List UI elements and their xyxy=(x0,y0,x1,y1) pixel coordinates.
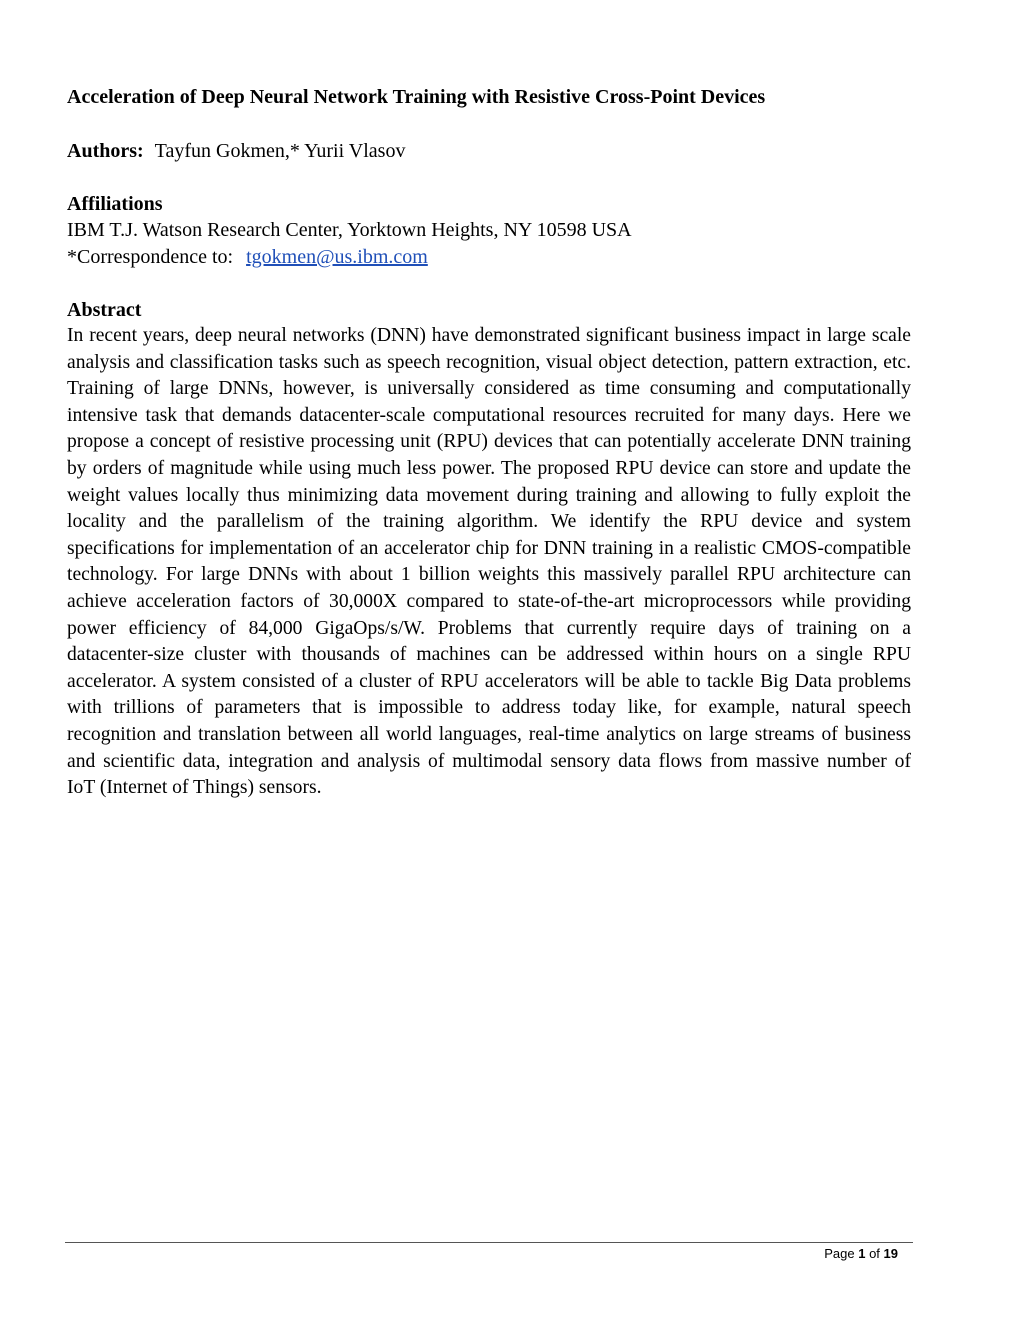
authors-label: Authors: xyxy=(67,140,144,162)
abstract-line: Training of large DNNs, however, is universally considered as time consuming and computationally xyxy=(67,378,911,400)
affiliation-text: IBM T.J. Watson Research Center, Yorktown Heights, NY 10598 USA xyxy=(67,219,632,241)
affiliations-heading: Affiliations xyxy=(67,193,163,215)
authors-names: Tayfun Gokmen,* Yurii Vlasov xyxy=(154,140,406,162)
page-of: of xyxy=(869,1246,880,1261)
abstract-line: IoT (Internet of Things) sensors. xyxy=(67,777,322,799)
abstract-line: analysis and classification tasks such as speech recognition, visual object detection, pattern extraction, etc. xyxy=(67,351,911,373)
page-current: 1 xyxy=(858,1246,866,1261)
abstract-line: In recent years, deep neural networks (DNN) have demonstrated significant business impact in large scale xyxy=(67,325,911,346)
abstract-line: and scientific data, integration and analysis of multimodal sensory data flows from massive number of xyxy=(67,750,911,772)
abstract-line: power efficiency of 84,000 GigaOps/s/W. Problems that currently require days of training on a xyxy=(67,617,911,639)
authors-line xyxy=(67,138,405,164)
page-number xyxy=(700,1246,898,1262)
abstract-heading: Abstract xyxy=(67,299,142,321)
correspondence-line xyxy=(67,244,428,270)
paper-title: Acceleration of Deep Neural Network Training with Resistive Cross-Point Devices xyxy=(67,86,766,108)
abstract-line: technology. For large DNNs with about 1 billion weights this massively parallel RPU architecture can xyxy=(67,564,911,586)
abstract-body xyxy=(67,323,911,802)
abstract-line: locality and the parallelism of the training algorithm. We identify the RPU device and system xyxy=(67,511,911,533)
abstract-line: specifications for implementation of an accelerator chip for DNN training in a realistic CMOS-compatible xyxy=(67,537,911,559)
abstract-line: recognition and translation between all world languages, real-time analytics on large streams of business xyxy=(67,723,911,745)
abstract-line: intensive task that demands datacenter-scale computational resources recruited for many days. Here we xyxy=(67,404,911,426)
abstract-line: datacenter-size cluster with thousands of machines can be addressed within hours on a single RPU xyxy=(67,644,911,666)
abstract-line: accelerator. A system consisted of a cluster of RPU accelerators will be able to tackle Big Data problems xyxy=(67,670,911,692)
footer-divider xyxy=(65,1242,913,1243)
page-word: Page xyxy=(824,1246,855,1261)
abstract-line: achieve acceleration factors of 30,000X compared to state-of-the-art microprocessors while providing xyxy=(67,590,911,612)
abstract-line: propose a concept of resistive processing unit (RPU) devices that can potentially accelerate DNN training xyxy=(67,431,911,453)
page-total: 19 xyxy=(883,1246,898,1261)
correspondence-email-link[interactable]: tgokmen@us.ibm.com xyxy=(246,246,428,268)
abstract-line: with trillions of parameters that is impossible to address today like, for example, natural speech xyxy=(67,697,911,719)
abstract-line: weight values locally thus minimizing data movement during training and allowing to fully exploit the xyxy=(67,484,911,506)
abstract-line: by orders of magnitude while using much less power. The proposed RPU device can store and update the xyxy=(67,457,911,479)
correspondence-label: *Correspondence to: xyxy=(67,246,234,268)
